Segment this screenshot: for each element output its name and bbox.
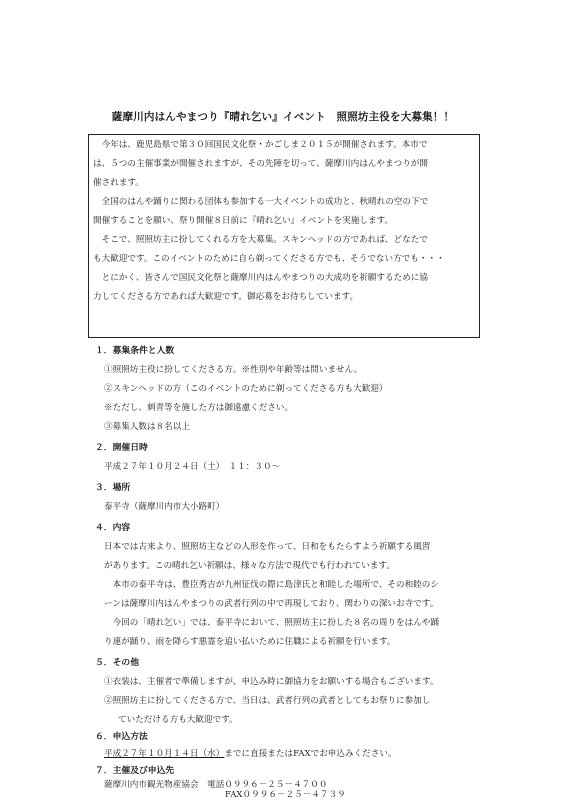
section-heading-application: ６．申込方法 [95, 732, 148, 742]
intro-line: 全国のはんや踊りに関わる団体も参加する一大イベントの成功と、秋晴れの空の下で [93, 197, 429, 207]
other-line: ①衣装は、主催者で準備しますが、申込み時に御協力をお願いする場合もございます。 [104, 677, 439, 687]
recruitment-line: ※ただし、刺青等を施した方は御遠慮ください。 [104, 403, 294, 413]
intro-line: 開催することを願い、祭り開催８日前に『晴れ乞い』イベントを実施します。 [93, 216, 394, 226]
content-line: り連が踊り、雨を降らす悪霊を追い払いために住職による祈願を行います。 [104, 637, 396, 647]
intro-line: は、５つの主催事業が開催されますが、その先陣を切って、薩摩川内はんやまつりが開 [93, 159, 428, 169]
application-deadline: 平成２７年１０月１４日（水） [104, 749, 225, 759]
section-heading-recruitment: １．募集条件と人数 [95, 346, 175, 356]
content-line: 今回の「晴れ乞い」では、泰平寺において、照照坊主に扮した８名の周りをはんや踊 [104, 618, 439, 628]
intro-line: そこで、照照坊主に扮してくれる方を大募集。スキンヘッドの方であれば、どなたで [93, 235, 428, 245]
section-heading-datetime: ２．開催日時 [95, 443, 148, 453]
intro-line: とにかく、皆さんで国民文化祭と薩摩川内はんやまつりの大成功を祈願するために協 [93, 273, 428, 283]
application-method: までに直接またはFAXでお申込みください。 [224, 749, 397, 759]
place-value: 泰平寺（薩摩川内市大小路町） [104, 502, 225, 512]
intro-line: も大歓迎です。このイベントのために自ら剃ってくださる方でも、そうでない方でも・・・ [93, 254, 445, 264]
section-heading-organizer: ７．主催及び申込先 [95, 766, 175, 776]
content-line: 本市の泰平寺は、豊臣秀吉が九州征伐の際に島津氏と和睦した場所で、その和睦のシ [104, 580, 439, 590]
application-line [104, 748, 397, 760]
content-line: があります。この晴れ乞い祈願は、様々な方法で現代でも行われています。 [104, 561, 395, 571]
recruitment-line: ③募集人数は８名以上 [104, 422, 190, 432]
intro-line: 今年は、鹿児島県で第３０回国民文化祭・かごしま２０１５が開催されます。本市で [93, 140, 428, 150]
content-line: ーンは薩摩川内はんやまつりの武者行列の中で再現しており、関わりの深いお寺です。 [104, 599, 439, 609]
datetime-value: 平成２７年１０月２４日（土） １１：３０～ [104, 462, 281, 472]
organizer-phone: 薩摩川内市観光物産協会 電話０９９６－２５－４７００ [104, 780, 328, 790]
recruitment-line: ②スキンヘッドの方（このイベントのために剃ってくださる方も大歓迎） [104, 384, 388, 394]
other-line: ②照照坊主に扮してくださる方で、当日は、武者行列の武者としてもお祭りに参加し [104, 696, 431, 706]
section-heading-other: ５．その他 [95, 658, 139, 668]
section-heading-content: ４．内容 [95, 523, 131, 533]
organizer-fax: FAX０９９６－２５－４７３９ [225, 790, 346, 800]
intro-line: 催されます。 [93, 178, 144, 188]
content-line: 日本では古来より、照照坊主などの人形を作って、日和をもたらすよう祈願する風習 [104, 542, 431, 552]
intro-line: 力してくださる方であれば大歓迎です。御応募をお待ちしています。 [93, 292, 359, 302]
page-title: 薩摩川内はんやまつり『晴れ乞い』イベント 照照坊主役を大募集！！ [111, 111, 455, 123]
section-heading-place: ３．場所 [95, 483, 131, 493]
recruitment-line: ①照照坊主役に扮してくださる方。※性別や年齢等は問いません。 [104, 365, 363, 375]
other-line: ていただける方も大歓迎です。 [118, 715, 238, 725]
